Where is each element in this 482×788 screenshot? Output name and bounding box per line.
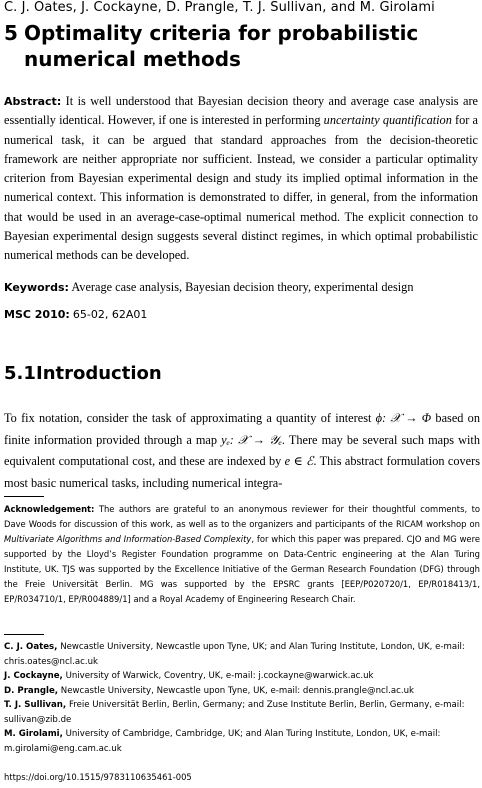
acknowledgement-text-2: , for which this paper was prepared. CJO and MG were supported by the Lloyd’s Register Foundation programme on Data-Centric engineering at the Alan Turing Institute, UK. TJS was supported by the Excellence Initiative of the German Research Foundation (DFG) through the Freie Universität Berlin. MG was supported by the EPSRC grants [EEP/P020720/1, EP/R018413/1, EP/R034710/1, EP/R004889/1] and a Royal Academy of Engineering Research Chair. bbox=[4, 534, 480, 604]
affiliation-text: University of Warwick, Coventry, UK, e-mail: j.cockayne@warwick.ac.uk bbox=[65, 671, 374, 681]
acknowledgement-text-1: The authors are grateful to an anonymous reviewer for their thoughtful comments, to Dave Woods for discussion of this work, as well as to the organizers and participants of the RICAM workshop on bbox=[4, 504, 480, 529]
doi-link[interactable]: https://doi.org/10.1515/9783110635461-005 bbox=[4, 772, 192, 782]
intro-text-4: . This abstract formulation covers most basic numerical tasks, including numerical integra- bbox=[4, 454, 480, 490]
abstract-emphasis: uncertainty quantification bbox=[323, 113, 452, 128]
affiliation-name: J. Cockayne, bbox=[4, 671, 63, 681]
footnote-divider bbox=[4, 496, 44, 497]
affiliation-item bbox=[4, 669, 480, 684]
section-title: Introduction bbox=[36, 363, 162, 384]
affiliation-text: Freie Universität Berlin, Berlin, Germany; and Zuse Institute Berlin, Berlin, Germany, e-mail: sullivan@zib.de bbox=[4, 700, 465, 725]
acknowledgement-emphasis: Multivariate Algorithms and Information-Based Complexity bbox=[4, 534, 252, 544]
abstract-label: Abstract: bbox=[4, 95, 62, 108]
affiliation-item bbox=[4, 698, 480, 727]
affiliation-name: C. J. Oates, bbox=[4, 642, 58, 652]
intro-math-3: e ∈ ℰ bbox=[284, 454, 314, 468]
affiliation-item bbox=[4, 640, 480, 669]
intro-text-3: . There may be several such maps with equivalent computational cost, and these are indexed by bbox=[4, 432, 480, 468]
affiliation-name: M. Girolami, bbox=[4, 729, 63, 739]
chapter-title-line-2: numerical methods bbox=[24, 47, 241, 71]
affiliation-name: D. Prangle, bbox=[4, 685, 59, 696]
affiliation-item bbox=[4, 684, 480, 699]
affiliation-name: T. J. Sullivan, bbox=[4, 700, 67, 710]
intro-text-2: based on finite information provided through a map bbox=[4, 411, 480, 447]
abstract-text-2: for a numerical task, it can be argued that standard approaches from the decision-theoretic framework are neither appropriate nor sufficient. Instead, we consider a particular optimality criterion from Bayesian experimental design and study its implied optimal information in the numerical context. This information is demonstrated to differ, in general, from the information that would be used in an average-case-optimal numerical method. The explicit connection to Bayesian experimental design suggests several distinct regimes, in which optimal probabilistic numerical methods can be developed. bbox=[4, 113, 478, 263]
affiliation-text: Newcastle University, Newcastle upon Tyne, UK; and Alan Turing Institute, London, UK, e-mail: chris.oates@ncl.ac.uk bbox=[4, 642, 465, 667]
intro-math-1: ϕ: 𝒳 → Φ bbox=[375, 411, 432, 425]
chapter-title bbox=[4, 20, 474, 72]
msc-classification bbox=[4, 305, 478, 324]
keywords-label: Keywords: bbox=[4, 281, 69, 294]
introduction-paragraph bbox=[4, 408, 480, 494]
abstract-text-1: It is well understood that Bayesian decision theory and average case analysis are essentially identical. However, if one is interested in performing bbox=[4, 94, 478, 128]
affiliations bbox=[4, 640, 480, 756]
affiliations-divider bbox=[4, 634, 44, 635]
intro-math-2: yₑ: 𝒳 → 𝒴ₑ bbox=[221, 432, 282, 447]
msc-label: MSC 2010: bbox=[4, 308, 70, 321]
acknowledgement-label: Acknowledgement: bbox=[4, 504, 95, 514]
msc-codes: 65-02, 62A01 bbox=[72, 308, 148, 321]
section-number: 5.1 bbox=[4, 363, 36, 384]
affiliation-text: Newcastle University, Newcastle upon Tyne, UK, e-mail: dennis.prangle@ncl.ac.uk bbox=[60, 685, 415, 696]
chapter-number: 5 bbox=[4, 21, 18, 45]
keywords bbox=[4, 278, 478, 297]
keywords-text: Average case analysis, Bayesian decision theory, experimental design bbox=[71, 280, 414, 294]
section-heading bbox=[4, 363, 162, 384]
affiliation-text: University of Cambridge, Cambridge, UK; and Alan Turing Institute, London, UK, e-mail: m.girolami@eng.cam.ac.uk bbox=[4, 729, 441, 754]
affiliation-item bbox=[4, 727, 480, 756]
author-line: C. J. Oates, J. Cockayne, D. Prangle, T. J. Sullivan, and M. Girolami bbox=[4, 0, 435, 15]
abstract bbox=[4, 92, 478, 266]
intro-text-1: To fix notation, consider the task of approximating a quantity of interest bbox=[4, 411, 372, 425]
acknowledgement bbox=[4, 502, 480, 607]
chapter-title-line-1: Optimality criteria for probabilistic bbox=[24, 21, 419, 45]
